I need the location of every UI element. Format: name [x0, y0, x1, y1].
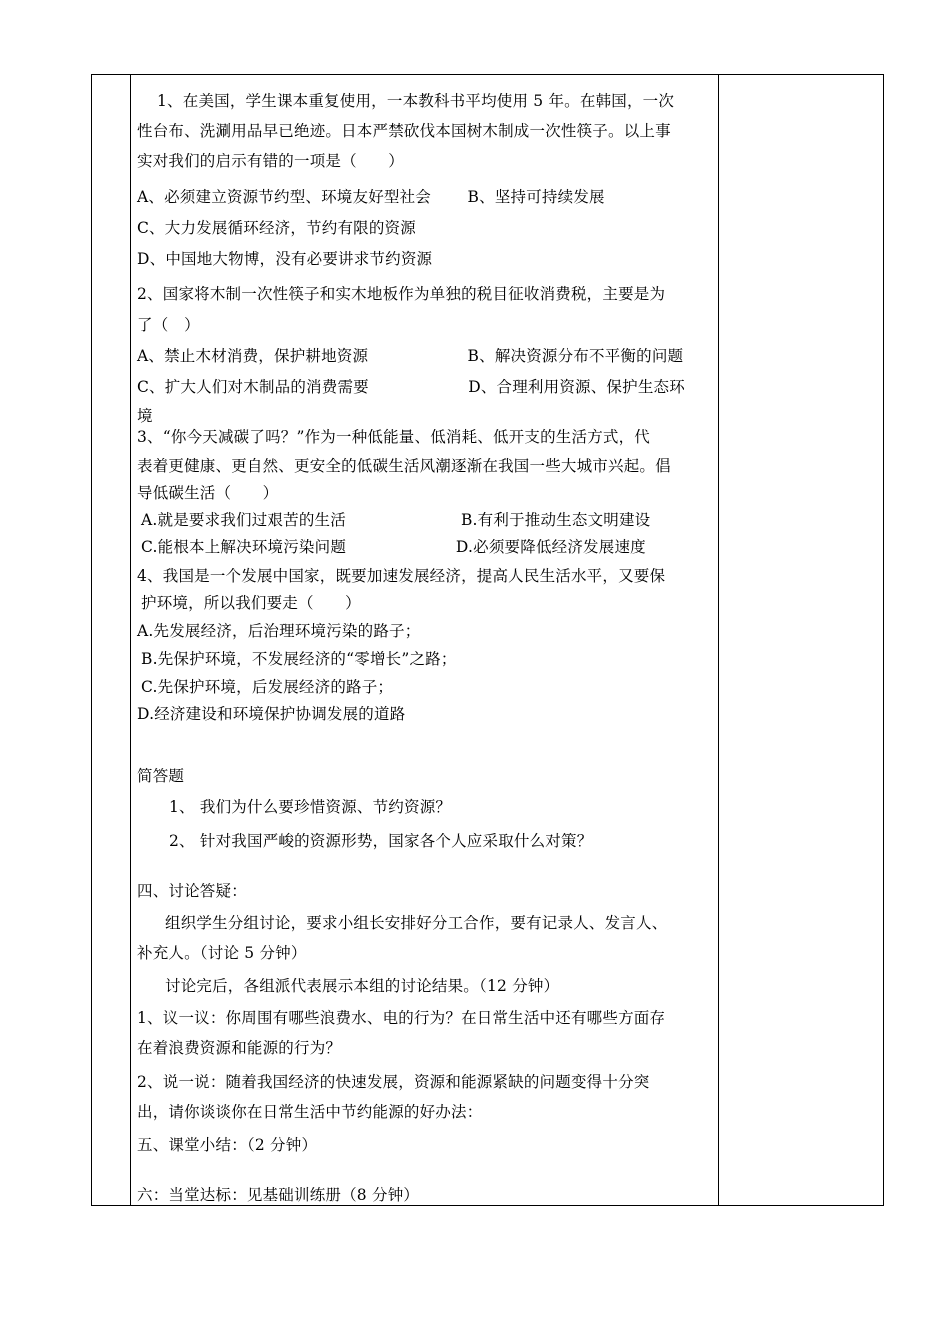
content-line: A.先发展经济，后治理环境污染的路子；: [137, 622, 421, 640]
content-line: 4、我国是一个发展中国家，既要加速发展经济，提高人民生活水平，又要保: [137, 567, 666, 585]
column-divider-right: [718, 75, 719, 1205]
content-line: C.先保护环境，后发展经济的路子；: [141, 678, 394, 696]
content-line: 五、课堂小结：（2 分钟）: [137, 1136, 318, 1154]
content-line: 1、 我们为什么要珍惜资源、节约资源？: [169, 798, 452, 816]
column-divider-left: [130, 75, 131, 1205]
content-line: 性台布、洗涮用品早已绝迹。日本严禁砍伐本国树木制成一次性筷子。以上事: [137, 122, 671, 140]
content-line: 组织学生分组讨论，要求小组长安排好分工合作，要有记录人、发言人、: [165, 914, 668, 932]
content-line: B.先保护环境，不发展经济的“零增长”之路；: [141, 650, 457, 668]
content-line: 简答题: [137, 767, 185, 785]
content-line: 补充人。（讨论 5 分钟）: [137, 944, 307, 962]
content-line: 表着更健康、更自然、更安全的低碳生活风潮逐渐在我国一些大城市兴起。倡: [137, 457, 671, 475]
content-line: D.经济建设和环境保护协调发展的道路: [137, 705, 406, 723]
content-line: 四、讨论答疑：: [137, 882, 247, 900]
content-line: 在着浪费资源和能源的行为？: [137, 1039, 342, 1057]
content-line: 1、在美国，学生课本重复使用，一本教科书平均使用 5 年。在韩国，一次: [157, 92, 675, 110]
content-line: 境: [137, 407, 153, 425]
content-line: A.就是要求我们过艰苦的生活 B.有利于推动生态文明建设: [141, 511, 651, 529]
content-line: 2、国家将木制一次性筷子和实木地板作为单独的税目征收消费税，主要是为: [137, 285, 666, 303]
content-line: 1、议一议：你周围有哪些浪费水、电的行为？在日常生活中还有哪些方面存: [137, 1009, 666, 1027]
content-line: C、扩大人们对木制品的消费需要 D、合理利用资源、保护生态环: [137, 378, 685, 396]
content-line: 了（ ）: [137, 316, 200, 334]
content-line: 3、“你今天减碳了吗？”作为一种低能量、低消耗、低开支的生活方式，代: [137, 428, 651, 446]
content-line: 护环境，所以我们要走（ ）: [141, 594, 361, 612]
content-line: 导低碳生活（ ）: [137, 484, 279, 502]
content-line: 出，请你谈谈你在日常生活中节约能源的好办法：: [137, 1103, 483, 1121]
content-line: 2、 针对我国严峻的资源形势，国家各个人应采取什么对策？: [169, 832, 593, 850]
content-line: 实对我们的启示有错的一项是（ ）: [137, 152, 404, 170]
content-line: 2、说一说：随着我国经济的快速发展，资源和能源紧缺的问题变得十分突: [137, 1073, 650, 1091]
content-line: D、中国地大物博，没有必要讲求节约资源: [137, 250, 433, 268]
content-line: 六：当堂达标：见基础训练册（8 分钟）: [137, 1186, 420, 1204]
content-line: A、禁止木材消费，保护耕地资源 B、解决资源分布不平衡的问题: [137, 347, 684, 365]
content-line: A、必须建立资源节约型、环境友好型社会 B、坚持可持续发展: [137, 188, 605, 206]
worksheet-table: [91, 74, 884, 1206]
content-line: C.能根本上解决环境污染问题 D.必须要降低经济发展速度: [141, 538, 646, 556]
content-line: 讨论完后，各组派代表展示本组的讨论结果。（12 分钟）: [165, 977, 560, 995]
content-line: C、大力发展循环经济，节约有限的资源: [137, 219, 416, 237]
